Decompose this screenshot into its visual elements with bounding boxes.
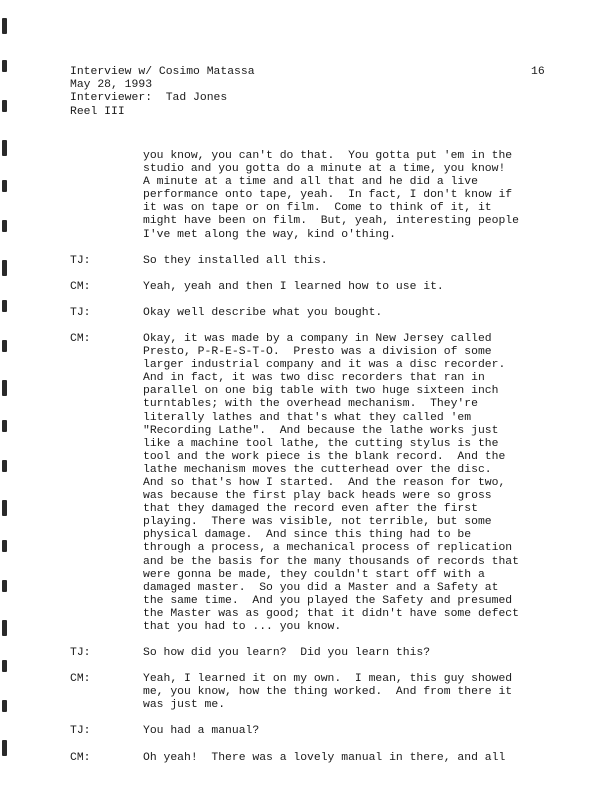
speaker-label: CM: bbox=[70, 280, 91, 293]
header-date: May 28, 1993 bbox=[70, 79, 153, 92]
binder-mark bbox=[2, 180, 7, 192]
binder-mark bbox=[2, 500, 7, 516]
speaker-label bbox=[70, 150, 143, 242]
speech-line: Yeah, I learned it on my own. I mean, this guy showed bbox=[143, 673, 513, 686]
speech-line: Oh yeah! There was a lovely manual in there, and all bbox=[143, 751, 506, 764]
speech-line: were gonna be made, they couldn't start off with a bbox=[143, 568, 485, 581]
transcript-turn bbox=[70, 725, 550, 738]
speech-line: literally lathes and that's what they called 'em bbox=[143, 411, 472, 424]
speech-line: me, you know, how the thing worked. And from there it bbox=[143, 686, 513, 699]
binder-mark bbox=[2, 220, 7, 232]
speech-line: was because the first play back heads were so gross bbox=[143, 490, 492, 503]
transcript-turn bbox=[70, 307, 550, 320]
speech-line: studio and you gotta do a minute at a time, you know! bbox=[143, 163, 506, 176]
transcript-turn bbox=[70, 150, 550, 242]
speech-line: And so that's how I started. And the reason for two, bbox=[143, 476, 506, 489]
speech-line: the same time. And you played the Safety and presumed bbox=[143, 594, 513, 607]
binder-mark bbox=[2, 620, 7, 636]
binder-mark bbox=[2, 340, 7, 352]
transcript-turn bbox=[70, 255, 550, 268]
header-interview-title: Interview w/ Cosimo Matassa bbox=[70, 66, 255, 78]
binder-mark bbox=[2, 740, 7, 756]
binder-mark bbox=[2, 300, 7, 312]
speaker-label: TJ: bbox=[70, 306, 91, 319]
speech-line: Presto, P-R-E-S-T-O. Presto was a division of some bbox=[143, 346, 492, 359]
speech-line: playing. There was visible, not terrible, but some bbox=[143, 516, 492, 529]
header-interviewer: Interviewer: Tad Jones bbox=[70, 92, 228, 105]
speech-line: larger industrial company and it was a disc recorder. bbox=[143, 359, 506, 372]
speech-line: damaged master. So you did a Master and a Safety at bbox=[143, 581, 499, 594]
speech-text bbox=[143, 673, 543, 712]
binder-mark bbox=[2, 660, 7, 672]
transcript-turn bbox=[70, 333, 550, 634]
speech-text bbox=[143, 333, 543, 634]
speech-line: lathe mechanism moves the cutterhead over the disc. bbox=[143, 463, 492, 476]
speech-line: through a process, a mechanical process of replication bbox=[143, 542, 513, 555]
transcript-turn bbox=[70, 647, 550, 660]
speech-line: parallel on one big table with two huge sixteen inch bbox=[143, 385, 499, 398]
speech-text bbox=[143, 150, 543, 242]
speech-line: So they installed all this. bbox=[143, 254, 328, 267]
speech-line: So how did you learn? Did you learn this? bbox=[143, 647, 431, 660]
transcript-body bbox=[70, 150, 550, 778]
speech-line: like a machine tool lathe, the cutting stylus is the bbox=[143, 437, 499, 450]
speech-text bbox=[143, 752, 543, 765]
speech-line: "Recording Lathe". And because the lathe works just bbox=[143, 424, 499, 437]
speech-text bbox=[143, 725, 543, 738]
binder-mark bbox=[2, 460, 7, 472]
speech-line: the Master was as good; that it didn't have some defect bbox=[143, 607, 519, 620]
speech-line: A minute at a time and all that and he did a live bbox=[143, 176, 478, 189]
speech-text bbox=[143, 281, 543, 294]
speech-text bbox=[143, 255, 543, 268]
speech-line: I've met along the way, kind o'thing. bbox=[143, 228, 396, 241]
speech-line: physical damage. And since this thing had to be bbox=[143, 529, 472, 542]
header-block bbox=[70, 66, 550, 119]
speaker-label: TJ: bbox=[70, 254, 91, 267]
binder-mark bbox=[2, 140, 7, 156]
speech-line: was just me. bbox=[143, 699, 226, 712]
header-reel: Reel III bbox=[70, 105, 125, 118]
binder-mark bbox=[2, 60, 7, 72]
page-number: 16 bbox=[531, 66, 545, 78]
binder-mark bbox=[2, 18, 7, 34]
binder-mark bbox=[2, 380, 7, 396]
speech-text bbox=[143, 647, 543, 660]
speech-line: that they damaged the record even after the first bbox=[143, 503, 478, 516]
speaker-label: TJ: bbox=[70, 647, 91, 660]
speech-line: Yeah, yeah and then I learned how to use it. bbox=[143, 280, 444, 293]
binder-mark bbox=[2, 700, 7, 712]
binder-mark bbox=[2, 260, 7, 276]
binder-mark bbox=[2, 100, 7, 112]
speech-line: might have been on film. But, yeah, interesting people bbox=[143, 215, 519, 228]
speaker-label: TJ: bbox=[70, 725, 91, 738]
speech-line: performance onto tape, yeah. In fact, I don't know if bbox=[143, 189, 513, 202]
speech-line: And in fact, it was two disc recorders that ran in bbox=[143, 372, 485, 385]
speech-line: that you had to ... you know. bbox=[143, 621, 342, 633]
binder-mark bbox=[2, 540, 7, 552]
binder-mark bbox=[2, 580, 7, 592]
speech-line: it was on tape or on film. Come to think of it, it bbox=[143, 202, 492, 215]
binder-mark bbox=[2, 420, 7, 432]
transcript-turn bbox=[70, 752, 550, 765]
speech-text bbox=[143, 307, 543, 320]
transcript-turn bbox=[70, 281, 550, 294]
speech-line: turntables; with the overhead mechanism. They're bbox=[143, 398, 478, 411]
transcript-turn bbox=[70, 673, 550, 712]
speaker-label: CM: bbox=[70, 673, 91, 686]
binder-edge-marks bbox=[0, 0, 12, 792]
speaker-label: CM: bbox=[70, 332, 91, 345]
speech-line: Okay well describe what you bought. bbox=[143, 306, 383, 319]
speech-line: You had a manual? bbox=[143, 725, 260, 738]
speech-line: Okay, it was made by a company in New Jersey called bbox=[143, 332, 492, 345]
speech-line: and be the basis for the many thousands of records that bbox=[143, 555, 519, 568]
speech-line: you know, you can't do that. You gotta put 'em in the bbox=[143, 150, 513, 162]
speech-line: tool and the work piece is the blank record. And the bbox=[143, 450, 506, 463]
speaker-label: CM: bbox=[70, 751, 91, 764]
